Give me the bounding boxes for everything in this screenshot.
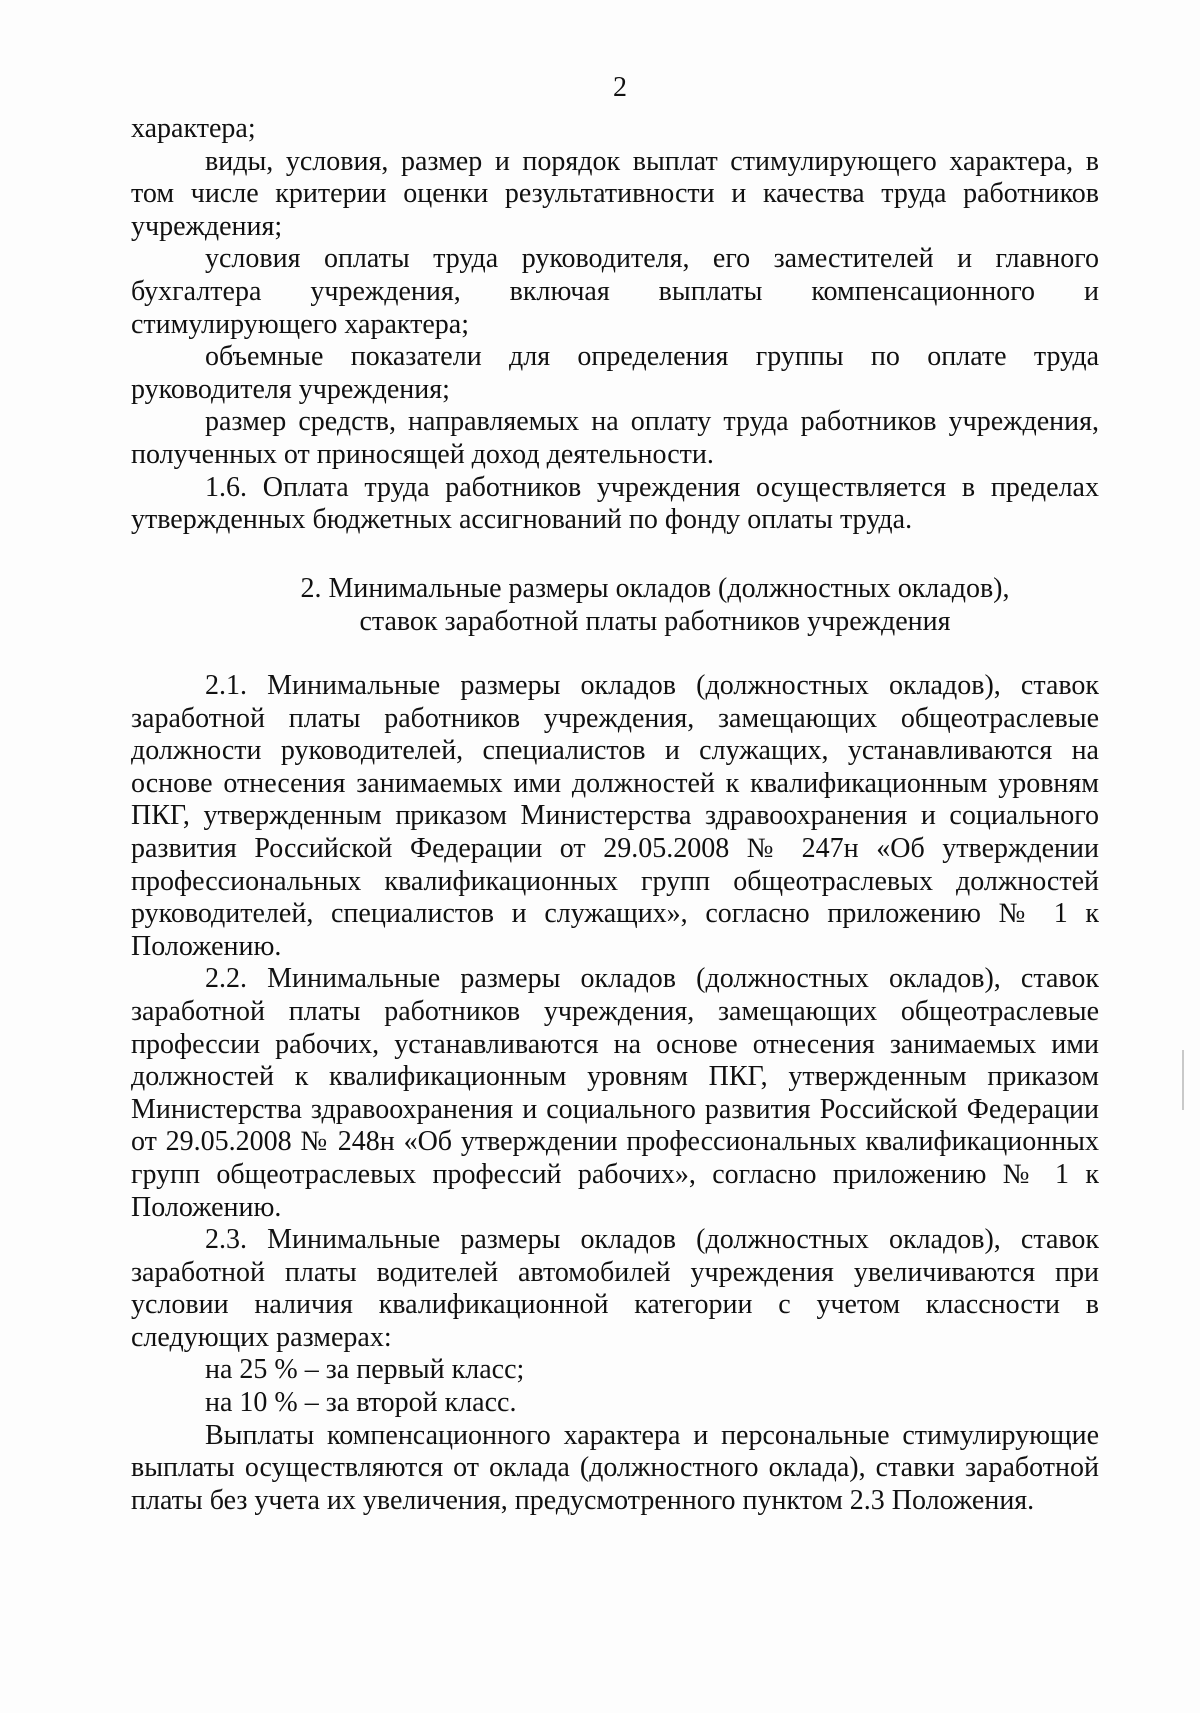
- page-number: 2: [613, 72, 627, 103]
- paragraph-1: характера;: [131, 113, 256, 144]
- paragraph-4: объемные показатели для определения группы по оплате труда руководителя учреждения;: [131, 341, 1099, 405]
- scan-artifact-line: [1182, 1050, 1184, 1110]
- paragraph-2: виды, условия, размер и порядок выплат стимулирующего характера, в том числе критерии оценки результативности и качества труда работников учреждения;: [131, 145, 1099, 242]
- paragraph-6: 1.6. Оплата труда работников учреждения осуществляется в пределах утвержденных бюджетных ассигнований по фонду оплаты труда.: [131, 471, 1099, 536]
- paragraph-3: условия оплаты труда руководителя, его заместителей и главного бухгалтера учреждения, включая выплаты компенсационного и стимулирующего характера;: [131, 243, 1099, 340]
- section-heading-line-1: 2. Минимальные размеры окладов (должностных окладов),: [300, 573, 1010, 604]
- paragraph-2-1: 2.1. Минимальные размеры окладов (должностных окладов), ставок заработной платы работников учреждения, замещающих общеотраслевые должности руководителей, специалистов и служащих, устанавливаются на основе отнесения занимаемых ими должностей к квалификационным уровням ПКГ, утвержденным приказом Министерства здравоохранения и социального развития Российской Федерации от 29.05.2008 № 247н «Об утверждении профессиональных квалификационных групп общеотраслевых должностей руководителей, специалистов и служащих», согласно приложению № 1 к Положению.: [131, 670, 1099, 962]
- section-heading-line-2: ставок заработной платы работников учреждения: [359, 605, 951, 637]
- paragraph-rate-class-2: на 10 % – за второй класс.: [205, 1387, 517, 1419]
- section-2-paragraphs: [131, 670, 1099, 1517]
- paragraph-5: размер средств, направляемых на оплату труда работников учреждения, полученных от приносящей доход деятельности.: [131, 406, 1099, 470]
- section-heading: [171, 573, 1139, 638]
- top-paragraphs: [131, 113, 1099, 537]
- paragraph-payments: Выплаты компенсационного характера и персональные стимулирующие выплаты осуществляются от оклада (должностного оклада), ставки заработной платы без учета их увеличения, предусмотренного пунктом 2.3 Положения.: [131, 1419, 1099, 1516]
- paragraph-2-3: 2.3. Минимальные размеры окладов (должностных окладов), ставок заработной платы водителей автомобилей учреждения увеличиваются при условии наличия квалификационной категории с учетом классности в следующих размерах:: [131, 1224, 1099, 1353]
- paragraph-rate-class-1: на 25 % – за первый класс;: [205, 1354, 525, 1386]
- paragraph-2-2: 2.2. Минимальные размеры окладов (должностных окладов), ставок заработной платы работников учреждения, замещающих общеотраслевые профессии рабочих, устанавливаются на основе отнесения занимаемых ими должностей к квалификационным уровням ПКГ, утвержденным приказом Министерства здравоохранения и социального развития Российской Федерации от 29.05.2008 № 248н «Об утверждении профессиональных квалификационных групп общеотраслевых профессий рабочих», согласно приложению № 1 к Положению.: [131, 963, 1099, 1223]
